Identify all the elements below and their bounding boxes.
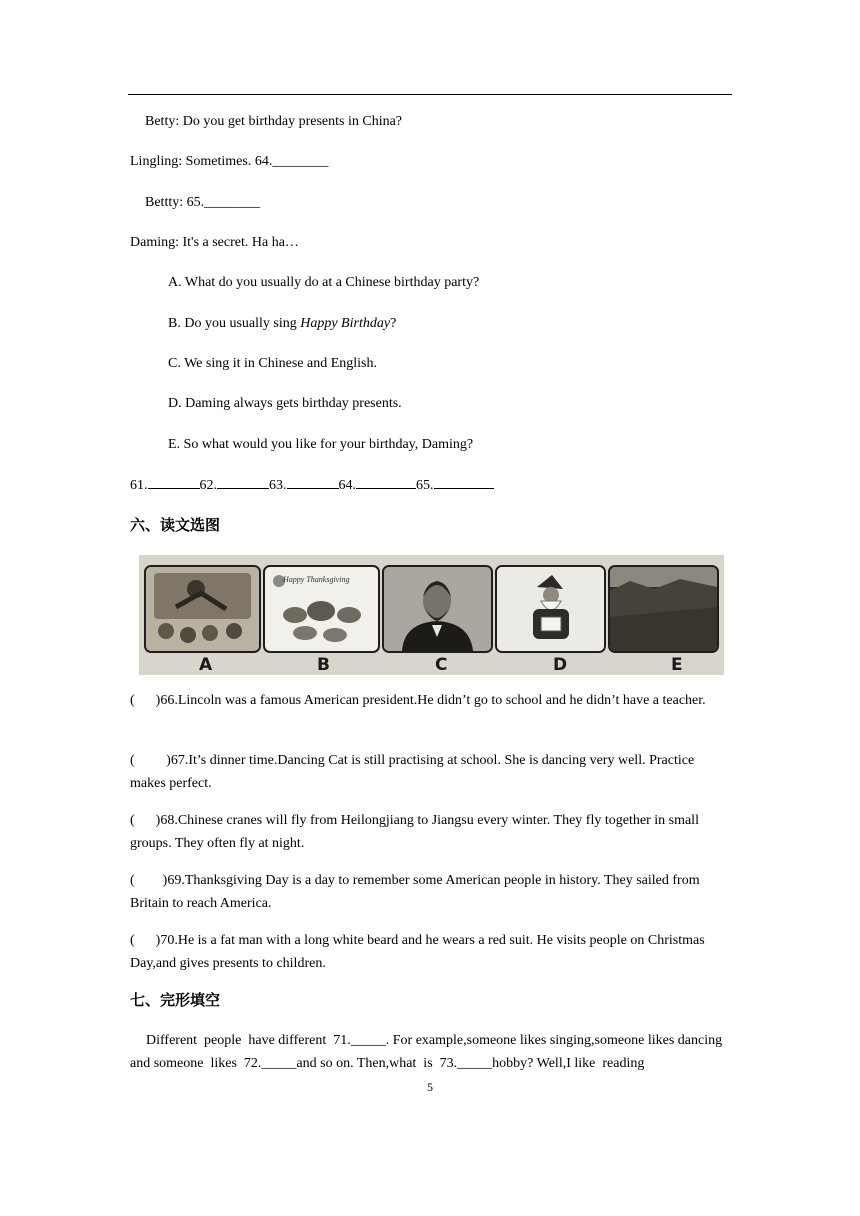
- picture-b-caption: Happy Thanksgiving: [283, 575, 350, 584]
- question-66: ( )66.Lincoln was a famous American president.He didn’t go to school and he didn’t have a teacher.: [130, 693, 706, 708]
- answer-bracket-68[interactable]: ( ): [130, 813, 161, 828]
- cloze-blank-71[interactable]: _____: [350, 1033, 386, 1048]
- picture-c: [382, 565, 493, 653]
- answer-bracket-66[interactable]: ( ): [130, 693, 161, 708]
- question-68: ( )68.Chinese cranes will fly from Heilongjiang to Jiangsu every winter. They fly together in small groups. They often fly at night.: [130, 813, 699, 851]
- picture-label-d: D: [553, 655, 568, 675]
- dialogue-line-lingling: Lingling: Sometimes. 64.________: [130, 154, 329, 169]
- answer-line: 61. 62. 63. 64. 65.: [130, 474, 494, 497]
- picture-d: [495, 565, 606, 653]
- option-b: B. Do you usually sing Happy Birthday?: [168, 316, 397, 331]
- picture-label-b: B: [317, 655, 330, 675]
- picture-a: [144, 565, 261, 653]
- section-6-heading: 六、读文选图: [130, 516, 221, 534]
- answer-blank-62[interactable]: [217, 474, 269, 489]
- question-67: ( )67.It’s dinner time.Dancing Cat is still practising at school. She is dancing very well. Practice makes perfect.: [130, 753, 695, 791]
- option-c: C. We sing it in Chinese and English.: [168, 356, 377, 371]
- picture-c-art: [384, 567, 491, 651]
- cloze-blank-72[interactable]: _____: [261, 1056, 297, 1071]
- blank-64[interactable]: ________: [272, 154, 329, 169]
- dialogue-line-daming: Daming: It's a secret. Ha ha…: [130, 235, 299, 250]
- option-e: E. So what would you like for your birthday, Daming?: [168, 437, 474, 452]
- picture-a-art: [146, 567, 259, 651]
- header-rule: [128, 94, 732, 95]
- dialogue-line-bettty: Bettty: 65.________: [145, 195, 261, 210]
- cloze-paragraph: Different people have different 71._____. For example,someone likes singing,someone likes dancing and someone likes 72._____and so on. Then,what is 73._____hobby? Well,I like reading: [130, 1033, 726, 1071]
- answer-blank-64[interactable]: [356, 474, 416, 489]
- picture-label-c: C: [435, 655, 448, 675]
- picture-b: [263, 565, 380, 653]
- answer-bracket-67[interactable]: ( ): [130, 753, 171, 768]
- page-number: 5: [427, 1080, 433, 1094]
- section-7-heading: 七、完形填空: [130, 991, 221, 1009]
- answer-blank-63[interactable]: [287, 474, 339, 489]
- answer-bracket-70[interactable]: ( ): [130, 933, 161, 948]
- question-70: ( )70.He is a fat man with a long white beard and he wears a red suit. He visits people on Christmas Day,and gives presents to children.: [130, 933, 705, 971]
- picture-d-art: [497, 567, 604, 651]
- picture-strip: [139, 555, 724, 675]
- picture-label-a: A: [199, 655, 213, 675]
- answer-blank-65[interactable]: [434, 474, 494, 489]
- picture-e-art: [610, 567, 717, 651]
- picture-e: [608, 565, 719, 653]
- question-69: ( )69.Thanksgiving Day is a day to remember some American people in history. They sailed from Britain to reach America.: [130, 873, 700, 911]
- option-a: A. What do you usually do at a Chinese birthday party?: [168, 275, 480, 290]
- option-d: D. Daming always gets birthday presents.: [168, 396, 402, 411]
- blank-65[interactable]: ________: [204, 195, 261, 210]
- dialogue-line-betty: Betty: Do you get birthday presents in China?: [145, 114, 403, 129]
- answer-blank-61[interactable]: [148, 474, 200, 489]
- answer-bracket-69[interactable]: ( ): [130, 873, 168, 888]
- picture-label-e: E: [671, 655, 683, 675]
- cloze-blank-73[interactable]: _____: [457, 1056, 493, 1071]
